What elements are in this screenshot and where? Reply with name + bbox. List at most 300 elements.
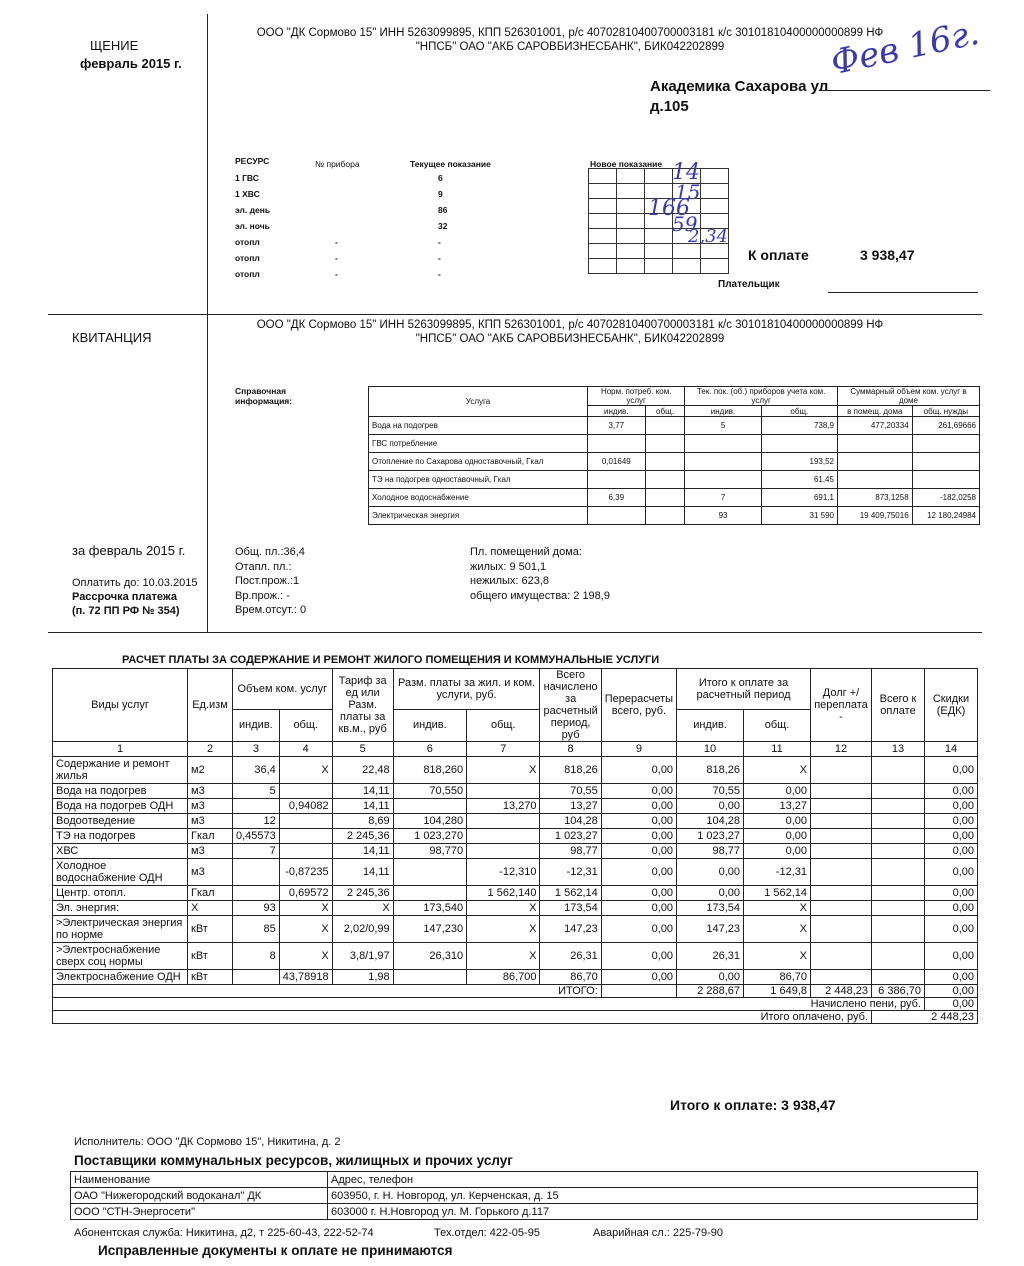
calc-cell: 173,54 bbox=[540, 901, 601, 916]
calc-service: Эл. энергия: bbox=[53, 901, 188, 916]
reading-cell[interactable] bbox=[701, 199, 729, 214]
calc-cell bbox=[233, 799, 280, 814]
notice-title: ЩЕНИЕ bbox=[90, 38, 139, 53]
calc-cell: -12,31 bbox=[540, 859, 601, 886]
penalty-value: 0,00 bbox=[925, 998, 978, 1011]
resource-value: 86 bbox=[438, 205, 448, 215]
address-house: д.105 bbox=[650, 98, 689, 115]
supplier-name: ОАО "Нижегородский водоканал" ДК bbox=[71, 1188, 328, 1204]
info-cell: 873,1258 bbox=[837, 489, 912, 507]
address-street: Академика Сахарова ул bbox=[650, 78, 829, 95]
calc-cell bbox=[811, 901, 872, 916]
calc-cell: 0,00 bbox=[925, 784, 978, 799]
supplier-header-address: Адрес, телефон bbox=[328, 1172, 978, 1188]
info-header-norm: Норм. потреб. ком. услуг bbox=[588, 387, 685, 406]
col-number: 9 bbox=[601, 742, 676, 757]
col-number: 3 bbox=[233, 742, 280, 757]
reading-cell[interactable] bbox=[673, 259, 701, 274]
pay-until: Оплатить до: 10.03.2015 bbox=[72, 577, 198, 589]
suppliers-title: Поставщики коммунальных ресурсов, жилищных и прочих услуг bbox=[74, 1153, 513, 1168]
section-divider bbox=[207, 314, 208, 632]
total-value: 2 288,67 bbox=[677, 985, 744, 998]
ref-label bbox=[235, 386, 292, 406]
calc-cell: 2 245,36 bbox=[332, 829, 393, 844]
col-number: 8 bbox=[540, 742, 601, 757]
reading-cell[interactable] bbox=[589, 229, 617, 244]
calc-divider bbox=[48, 632, 982, 633]
receipt-period: за февраль 2015 г. bbox=[72, 543, 186, 558]
calc-cell: 0,00 bbox=[601, 829, 676, 844]
res-header-resource: РЕСУРС bbox=[235, 156, 270, 166]
col-number: 1 bbox=[53, 742, 188, 757]
calc-cell: 0,00 bbox=[925, 916, 978, 943]
calc-cell: 0,00 bbox=[925, 814, 978, 829]
calc-cell bbox=[872, 844, 925, 859]
info-cell bbox=[837, 453, 912, 471]
calc-cell: 0,00 bbox=[601, 799, 676, 814]
calc-cell: 104,280 bbox=[393, 814, 466, 829]
resource-meter: - bbox=[335, 237, 338, 247]
info-cell: 61,45 bbox=[761, 471, 837, 489]
info-cell: -182,0258 bbox=[912, 489, 979, 507]
payer-label: Плательщик bbox=[718, 279, 780, 290]
calc-cell: 0,00 bbox=[744, 829, 811, 844]
reading-cell[interactable] bbox=[645, 229, 673, 244]
area-line: Пост.прож.:1 bbox=[235, 575, 300, 587]
calc-cell bbox=[467, 784, 540, 799]
calc-cell: 0,00 bbox=[677, 799, 744, 814]
calc-service: ХВС bbox=[53, 844, 188, 859]
calc-cell: 0,00 bbox=[601, 859, 676, 886]
calc-row bbox=[53, 829, 978, 844]
info-cell: 6,39 bbox=[588, 489, 646, 507]
calc-cell: 0,00 bbox=[925, 901, 978, 916]
calc-cell: кВт bbox=[188, 943, 233, 970]
info-cell: 31 590 bbox=[761, 507, 837, 525]
calc-cell: 0,00 bbox=[601, 784, 676, 799]
calc-cell: 0,00 bbox=[925, 970, 978, 985]
calc-cell: 147,230 bbox=[393, 916, 466, 943]
calc-cell: 147,23 bbox=[540, 916, 601, 943]
calc-row bbox=[53, 814, 978, 829]
info-header-common-needs: общ. нужды bbox=[912, 406, 979, 417]
calc-cell: 22,48 bbox=[332, 757, 393, 784]
calc-cell: 13,27 bbox=[540, 799, 601, 814]
resource-meter: - bbox=[335, 269, 338, 279]
hand-reading: 2,34 bbox=[688, 226, 729, 247]
resource-name: эл. ночь bbox=[235, 221, 270, 231]
calc-cell: 0,00 bbox=[601, 943, 676, 970]
calc-cell: 0,00 bbox=[925, 886, 978, 901]
calc-cell: X bbox=[279, 757, 332, 784]
calc-cell bbox=[811, 799, 872, 814]
calc-cell bbox=[872, 901, 925, 916]
info-cell bbox=[588, 507, 646, 525]
calc-cell: 818,26 bbox=[677, 757, 744, 784]
handwritten-date: Фев 16г. bbox=[827, 12, 983, 84]
info-cell: 5 bbox=[685, 417, 761, 435]
resource-name: отопл bbox=[235, 237, 260, 247]
calc-cell: 0,00 bbox=[601, 814, 676, 829]
area-line: Отапл. пл.: bbox=[235, 560, 292, 573]
total-row bbox=[53, 985, 978, 998]
calc-header-service: Виды услуг bbox=[53, 669, 188, 742]
installment-line1: Рассрочка платежа bbox=[72, 591, 177, 603]
info-row bbox=[369, 435, 980, 453]
calc-cell: X bbox=[188, 901, 233, 916]
calc-cell: 0,45573 bbox=[233, 829, 280, 844]
ref-label-line2: информация: bbox=[235, 396, 293, 406]
info-row bbox=[369, 507, 980, 525]
calc-cell bbox=[811, 844, 872, 859]
info-cell: 691,1 bbox=[761, 489, 837, 507]
resource-value: 32 bbox=[438, 221, 448, 231]
calc-cell: 26,31 bbox=[540, 943, 601, 970]
calc-cell: 26,31 bbox=[677, 943, 744, 970]
reading-cell[interactable] bbox=[589, 199, 617, 214]
reading-cell[interactable] bbox=[589, 214, 617, 229]
new-reading-grid bbox=[588, 168, 729, 274]
calc-cell bbox=[872, 829, 925, 844]
calc-title: РАСЧЕТ ПЛАТЫ ЗА СОДЕРЖАНИЕ И РЕМОНТ ЖИЛОГО ПОМЕЩЕНИЯ И КОММУНАЛЬНЫЕ УСЛУГИ bbox=[122, 654, 660, 666]
calc-cell: 86,70 bbox=[744, 970, 811, 985]
calc-cell: 98,77 bbox=[540, 844, 601, 859]
calc-cell bbox=[872, 859, 925, 886]
reference-table bbox=[368, 386, 980, 525]
calc-cell: 0,00 bbox=[744, 844, 811, 859]
calc-header-amount: Разм. платы за жил. и ком. услуги, руб. bbox=[393, 669, 540, 710]
calc-cell: 0,00 bbox=[601, 844, 676, 859]
resource-meter: - bbox=[335, 253, 338, 263]
resource-row bbox=[235, 266, 447, 282]
info-cell bbox=[645, 489, 685, 507]
calc-cell: 0,00 bbox=[925, 799, 978, 814]
info-cell bbox=[645, 435, 685, 453]
calc-cell: 26,310 bbox=[393, 943, 466, 970]
info-cell: 19 409,75016 bbox=[837, 507, 912, 525]
reading-cell[interactable] bbox=[589, 259, 617, 274]
calc-cell: 2 245,36 bbox=[332, 886, 393, 901]
calc-cell: X bbox=[467, 757, 540, 784]
calc-cell: 0,00 bbox=[677, 886, 744, 901]
reading-cell[interactable] bbox=[701, 184, 729, 199]
calc-cell: 36,4 bbox=[233, 757, 280, 784]
calc-cell: 1 023,270 bbox=[393, 829, 466, 844]
calc-service: Содержание и ремонт жилья bbox=[53, 757, 188, 784]
calc-cell bbox=[872, 757, 925, 784]
area-info bbox=[235, 545, 306, 618]
house-line: нежилых: 623,8 bbox=[470, 575, 550, 587]
col-number: 7 bbox=[467, 742, 540, 757]
resource-name: отопл bbox=[235, 269, 260, 279]
calc-row bbox=[53, 886, 978, 901]
calc-cell: 104,28 bbox=[677, 814, 744, 829]
calc-cell: X bbox=[467, 943, 540, 970]
calc-cell: 14,11 bbox=[332, 784, 393, 799]
total-value: 2 448,23 bbox=[811, 985, 872, 998]
info-header-indiv: индив. bbox=[685, 406, 761, 417]
calc-cell: 3,8/1,97 bbox=[332, 943, 393, 970]
info-cell: 193,52 bbox=[761, 453, 837, 471]
calc-cell: X bbox=[744, 901, 811, 916]
calc-row bbox=[53, 844, 978, 859]
calc-cell bbox=[872, 799, 925, 814]
calc-cell: м3 bbox=[188, 844, 233, 859]
resource-row bbox=[235, 218, 447, 234]
calc-service: Центр. отопл. bbox=[53, 886, 188, 901]
calc-cell: 1 562,14 bbox=[540, 886, 601, 901]
resource-meter bbox=[335, 186, 438, 202]
calc-cell: 1 023,27 bbox=[677, 829, 744, 844]
info-cell: 477,20334 bbox=[837, 417, 912, 435]
calc-cell bbox=[393, 859, 466, 886]
calc-cell: 98,770 bbox=[393, 844, 466, 859]
calc-cell bbox=[279, 784, 332, 799]
calc-cell bbox=[811, 829, 872, 844]
resource-meter bbox=[335, 218, 438, 234]
executor: Исполнитель: ООО "ДК Сормово 15", Никитина, д. 2 bbox=[74, 1136, 341, 1148]
resource-name: 1 ГВС bbox=[235, 173, 259, 183]
house-line: жилых: 9 501,1 bbox=[470, 560, 547, 573]
calc-cell: -12,310 bbox=[467, 859, 540, 886]
calc-header-indiv: индив. bbox=[677, 709, 744, 741]
reading-cell[interactable] bbox=[589, 244, 617, 259]
calc-cell bbox=[233, 859, 280, 886]
calc-cell bbox=[872, 814, 925, 829]
reading-cell[interactable] bbox=[617, 199, 645, 214]
calc-cell: 0,69572 bbox=[279, 886, 332, 901]
calc-header-debt: Долг +/ переплата - bbox=[811, 669, 872, 742]
reading-cell[interactable] bbox=[617, 244, 645, 259]
paid-label: Итого оплачено, руб. bbox=[53, 1011, 872, 1024]
calc-header-discount: Скидки (ЕДК) bbox=[925, 669, 978, 742]
resource-name: 1 ХВС bbox=[235, 189, 260, 199]
info-row bbox=[369, 453, 980, 471]
calc-cell: м3 bbox=[188, 799, 233, 814]
receipt-org-line-1: ООО "ДК Сормово 15" ИНН 5263099895, КПП 526301001, р/с 40702810400700003181 к/с 30101810400000000899 НФ bbox=[256, 319, 884, 331]
calc-cell bbox=[233, 970, 280, 985]
notice-text: Исправленные документы к оплате не принимаются bbox=[98, 1243, 453, 1258]
reading-cell[interactable] bbox=[617, 214, 645, 229]
col-number: 14 bbox=[925, 742, 978, 757]
info-service: ТЭ на подогрев одноставочный, Гкал bbox=[369, 471, 588, 489]
calc-cell: 43,78918 bbox=[279, 970, 332, 985]
info-cell: 12 180,24984 bbox=[912, 507, 979, 525]
total-value: 1 649,8 bbox=[744, 985, 811, 998]
house-line: общего имущества: 2 198,9 bbox=[470, 589, 610, 602]
info-header-service: Услуга bbox=[369, 387, 588, 417]
calc-cell: X bbox=[332, 901, 393, 916]
calc-cell: X bbox=[279, 916, 332, 943]
calc-header-total-due: Итого к оплате за расчетный период bbox=[677, 669, 811, 710]
calc-row bbox=[53, 970, 978, 985]
resource-row bbox=[235, 170, 447, 186]
calc-cell: 0,00 bbox=[601, 886, 676, 901]
calc-cell: X bbox=[744, 757, 811, 784]
cut-line bbox=[48, 314, 982, 315]
resource-meter bbox=[335, 170, 438, 186]
calc-cell: 86,700 bbox=[467, 970, 540, 985]
resource-value: 6 bbox=[438, 173, 443, 183]
calc-header-unit: Ед.изм bbox=[188, 669, 233, 742]
info-row bbox=[369, 489, 980, 507]
calc-cell: X bbox=[467, 901, 540, 916]
calc-cell: 93 bbox=[233, 901, 280, 916]
calc-header-volume: Объем ком. услуг bbox=[233, 669, 333, 710]
info-cell: 7 bbox=[685, 489, 761, 507]
reading-cell[interactable] bbox=[617, 184, 645, 199]
calc-row bbox=[53, 943, 978, 970]
resource-name: эл. день bbox=[235, 205, 271, 215]
calc-cell bbox=[872, 916, 925, 943]
calc-row bbox=[53, 859, 978, 886]
supplier-header-row bbox=[71, 1172, 978, 1188]
hand-reading: 15 bbox=[675, 180, 701, 204]
reading-cell[interactable] bbox=[617, 229, 645, 244]
grand-total: Итого к оплате: 3 938,47 bbox=[670, 1097, 836, 1113]
col-number: 5 bbox=[332, 742, 393, 757]
info-cell bbox=[912, 435, 979, 453]
calc-cell: 173,540 bbox=[393, 901, 466, 916]
calc-cell: 0,00 bbox=[925, 943, 978, 970]
calc-cell: 1 562,14 bbox=[744, 886, 811, 901]
calc-cell bbox=[393, 970, 466, 985]
calc-cell: X bbox=[744, 916, 811, 943]
calc-header-accrued: Всего начислено за расчетный период, руб bbox=[540, 669, 601, 742]
calc-cell: 7 bbox=[233, 844, 280, 859]
reading-cell[interactable] bbox=[645, 244, 673, 259]
calc-cell: 0,94082 bbox=[279, 799, 332, 814]
resource-value: - bbox=[438, 237, 441, 247]
calc-header-common: общ. bbox=[279, 709, 332, 741]
notice-period: февраль 2015 г. bbox=[80, 56, 182, 71]
installment-line2: (п. 72 ПП РФ № 354) bbox=[72, 605, 180, 617]
info-cell bbox=[912, 471, 979, 489]
calc-cell: -12,31 bbox=[744, 859, 811, 886]
hand-reading: 59 bbox=[672, 212, 698, 236]
col-number: 10 bbox=[677, 742, 744, 757]
supplier-row bbox=[71, 1188, 978, 1204]
reading-cell[interactable] bbox=[645, 259, 673, 274]
calc-cell bbox=[279, 829, 332, 844]
calc-cell: 85 bbox=[233, 916, 280, 943]
reading-cell[interactable] bbox=[589, 169, 617, 184]
calc-cell: м3 bbox=[188, 814, 233, 829]
calc-header-common: общ. bbox=[744, 709, 811, 741]
resource-row bbox=[235, 186, 447, 202]
res-header-new: Новое показание bbox=[590, 159, 663, 169]
reading-cell[interactable] bbox=[617, 169, 645, 184]
info-cell bbox=[912, 453, 979, 471]
calc-header-indiv: индив. bbox=[393, 709, 466, 741]
calc-cell: кВт bbox=[188, 916, 233, 943]
penalty-row bbox=[53, 998, 978, 1011]
calc-cell bbox=[872, 886, 925, 901]
info-header-meters: Тек. пок. (об.) приборов учета ком. услуг bbox=[685, 387, 838, 406]
calc-cell bbox=[872, 784, 925, 799]
reading-cell[interactable] bbox=[617, 259, 645, 274]
col-number: 13 bbox=[872, 742, 925, 757]
info-header-total: Суммарный объем ком. услуг в доме bbox=[837, 387, 979, 406]
calc-cell: м3 bbox=[188, 784, 233, 799]
col-number: 11 bbox=[744, 742, 811, 757]
info-cell bbox=[645, 453, 685, 471]
calc-cell: 0,00 bbox=[925, 757, 978, 784]
resource-row bbox=[235, 234, 447, 250]
resource-name: отопл bbox=[235, 253, 260, 263]
calc-cell bbox=[811, 814, 872, 829]
calc-cell: Гкал bbox=[188, 829, 233, 844]
house-info bbox=[470, 545, 610, 603]
info-cell: 3,77 bbox=[588, 417, 646, 435]
calc-service: Электроснабжение ОДН bbox=[53, 970, 188, 985]
calc-cell: 13,270 bbox=[467, 799, 540, 814]
calc-header-tariff: Тариф за ед или Разм. платы за кв.м., руб bbox=[332, 669, 393, 742]
total-value: 6 386,70 bbox=[872, 985, 925, 998]
info-cell: 93 bbox=[685, 507, 761, 525]
info-cell bbox=[685, 435, 761, 453]
calc-cell: 0,00 bbox=[601, 757, 676, 784]
info-header-common: общ. bbox=[645, 406, 685, 417]
calc-row bbox=[53, 799, 978, 814]
calc-cell: 14,11 bbox=[332, 844, 393, 859]
calc-service: Вода на подогрев bbox=[53, 784, 188, 799]
calc-cell: 0,00 bbox=[601, 916, 676, 943]
info-cell bbox=[837, 435, 912, 453]
hand-reading: 14 bbox=[672, 160, 700, 185]
col-number: 2 bbox=[188, 742, 233, 757]
res-header-meter: № прибора bbox=[315, 159, 360, 169]
calc-service: Холодное водоснабжение ОДН bbox=[53, 859, 188, 886]
calc-cell: 98,77 bbox=[677, 844, 744, 859]
org-line-2: "НПСБ" ОАО "АКБ САРОВБИЗНЕСБАНК", БИК042202899 bbox=[415, 41, 725, 53]
calc-cell bbox=[233, 886, 280, 901]
calc-cell: 70,550 bbox=[393, 784, 466, 799]
address-underline bbox=[820, 90, 990, 91]
calc-header-indiv: индив. bbox=[233, 709, 280, 741]
paid-value: 2 448,23 bbox=[872, 1011, 978, 1024]
calc-cell: 8,69 bbox=[332, 814, 393, 829]
calc-cell: 0,00 bbox=[677, 859, 744, 886]
info-service: Холодное водоснабжение bbox=[369, 489, 588, 507]
reading-cell[interactable] bbox=[645, 169, 673, 184]
tech-department: Тех.отдел: 422-05-95 bbox=[434, 1227, 540, 1239]
calc-header-recalc: Перерасчеты всего, руб. bbox=[601, 669, 676, 742]
resource-list bbox=[235, 170, 447, 282]
col-number: 6 bbox=[393, 742, 466, 757]
house-line: Пл. помещений дома: bbox=[470, 546, 582, 558]
calc-cell: кВт bbox=[188, 970, 233, 985]
reading-cell[interactable] bbox=[589, 184, 617, 199]
calc-cell bbox=[467, 814, 540, 829]
info-service: Отопление по Сахарова одноставочный, Гкал bbox=[369, 453, 588, 471]
resource-value: - bbox=[438, 253, 441, 263]
reading-cell[interactable] bbox=[701, 259, 729, 274]
calc-row bbox=[53, 916, 978, 943]
org-line-1: ООО "ДК Сормово 15" ИНН 5263099895, КПП 526301001, р/с 40702810400700003181 к/с 30101810400000000899 НФ bbox=[256, 27, 884, 39]
calc-cell: 0,00 bbox=[744, 814, 811, 829]
info-cell bbox=[645, 507, 685, 525]
info-cell: 261,69666 bbox=[912, 417, 979, 435]
reading-cell[interactable] bbox=[701, 169, 729, 184]
info-header-common: общ. bbox=[761, 406, 837, 417]
calc-cell: 12 bbox=[233, 814, 280, 829]
area-line: Врем.отсут.: 0 bbox=[235, 604, 307, 616]
resource-value: - bbox=[438, 269, 441, 279]
info-row bbox=[369, 471, 980, 489]
supplier-address: 603000 г. Н.Новгород ул. М. Горького д.117 bbox=[328, 1204, 978, 1220]
info-row bbox=[369, 417, 980, 435]
